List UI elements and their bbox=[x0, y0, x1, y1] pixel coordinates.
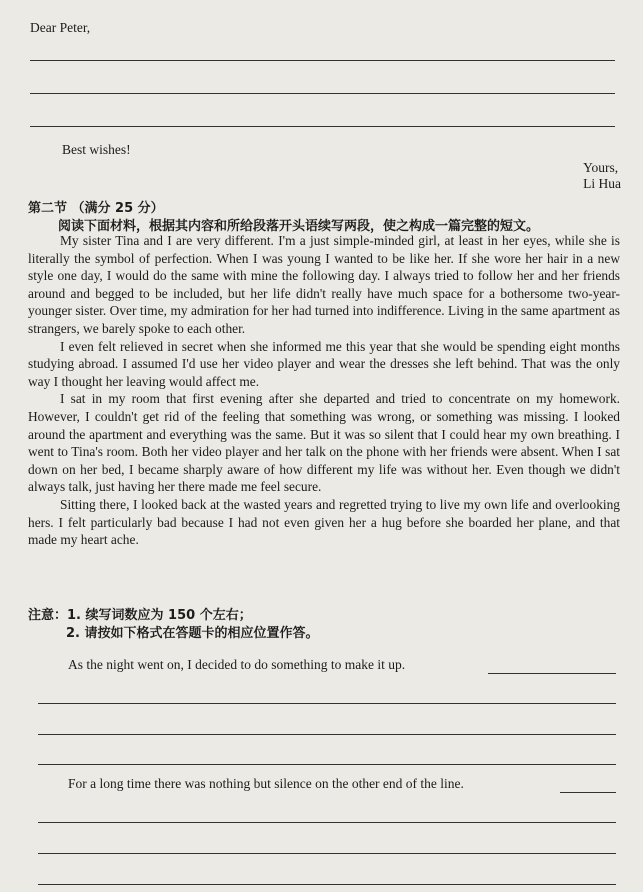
answer-line bbox=[488, 673, 616, 674]
passage-paragraph: I even felt relieved in secret when she informed me this year that she would be spending eight months studying abroad. I assumed I'd use her video player and wear the dresses she left behind. That was the only way I thought her leaving would affect me. bbox=[28, 338, 620, 389]
answer-line bbox=[38, 764, 616, 765]
letter-signature: Li Hua bbox=[583, 176, 621, 191]
section-title: 第二节 （满分 25 分） bbox=[28, 201, 164, 216]
answer-line bbox=[38, 822, 616, 823]
answer-line bbox=[30, 126, 615, 127]
answer-line bbox=[38, 884, 616, 885]
passage-paragraph: My sister Tina and I are very different. I'm a just simple-minded girl, at least in her eyes, while she is literally the symbol of perfection. When I was young I wanted to be like her. If she wore her hair in a new style one day, I would do the same with mine the following day. I always tried to follow her and her friends around and begged to be included, but her life didn't really have much space for a bothersome two-year-younger sister. Over time, my admiration for her had turned into indifference. Living in the same apartment as strangers, we barely spoke to each other. bbox=[28, 233, 620, 336]
answer-line bbox=[30, 93, 615, 94]
reading-passage bbox=[28, 232, 620, 549]
answer-line bbox=[38, 853, 616, 854]
answer-line bbox=[560, 792, 616, 793]
answer-line bbox=[38, 734, 616, 735]
answer-line bbox=[30, 60, 615, 61]
paragraph-starter-2: For a long time there was nothing but silence on the other end of the line. bbox=[68, 776, 464, 791]
section-instruction: 阅读下面材料，根据其内容和所给段落开头语续写两段，使之构成一篇完整的短文。 bbox=[58, 219, 540, 234]
writing-notes bbox=[28, 607, 319, 643]
note-format: 2. 请按如下格式在答题卡的相应位置作答。 bbox=[66, 626, 319, 641]
passage-paragraph: Sitting there, I looked back at the wasted years and regretted trying to live my own life and overlooking hers. I felt particularly bad because I had not even given her a hug before she boarded her plane, and that made my heart ache. bbox=[28, 496, 620, 548]
answer-line bbox=[38, 703, 616, 704]
passage-paragraph: I sat in my room that first evening after she departed and tried to concentrate on my homework. However, I couldn't get rid of the feeling that something was wrong, or something was missing. I looked around the apartment and everything was the same. But it was so silent that I could hear my own breathing. I went to Tina's room. Both her video player and her talk on the phone with her friends were absent. When I sat down on her bed, I became sharply aware of how different my life was without her. Even though we didn't always talk, just having her there made me feel secure. bbox=[28, 391, 620, 495]
letter-signoff: Yours, bbox=[583, 160, 619, 175]
letter-greeting: Dear Peter, bbox=[30, 20, 91, 35]
letter-signoff-block bbox=[583, 160, 621, 192]
letter-closing: Best wishes! bbox=[62, 142, 131, 157]
paragraph-starter-1: As the night went on, I decided to do something to make it up. bbox=[68, 657, 406, 672]
note-word-count: 注意：1. 续写词数应为 150 个左右； bbox=[28, 608, 252, 623]
